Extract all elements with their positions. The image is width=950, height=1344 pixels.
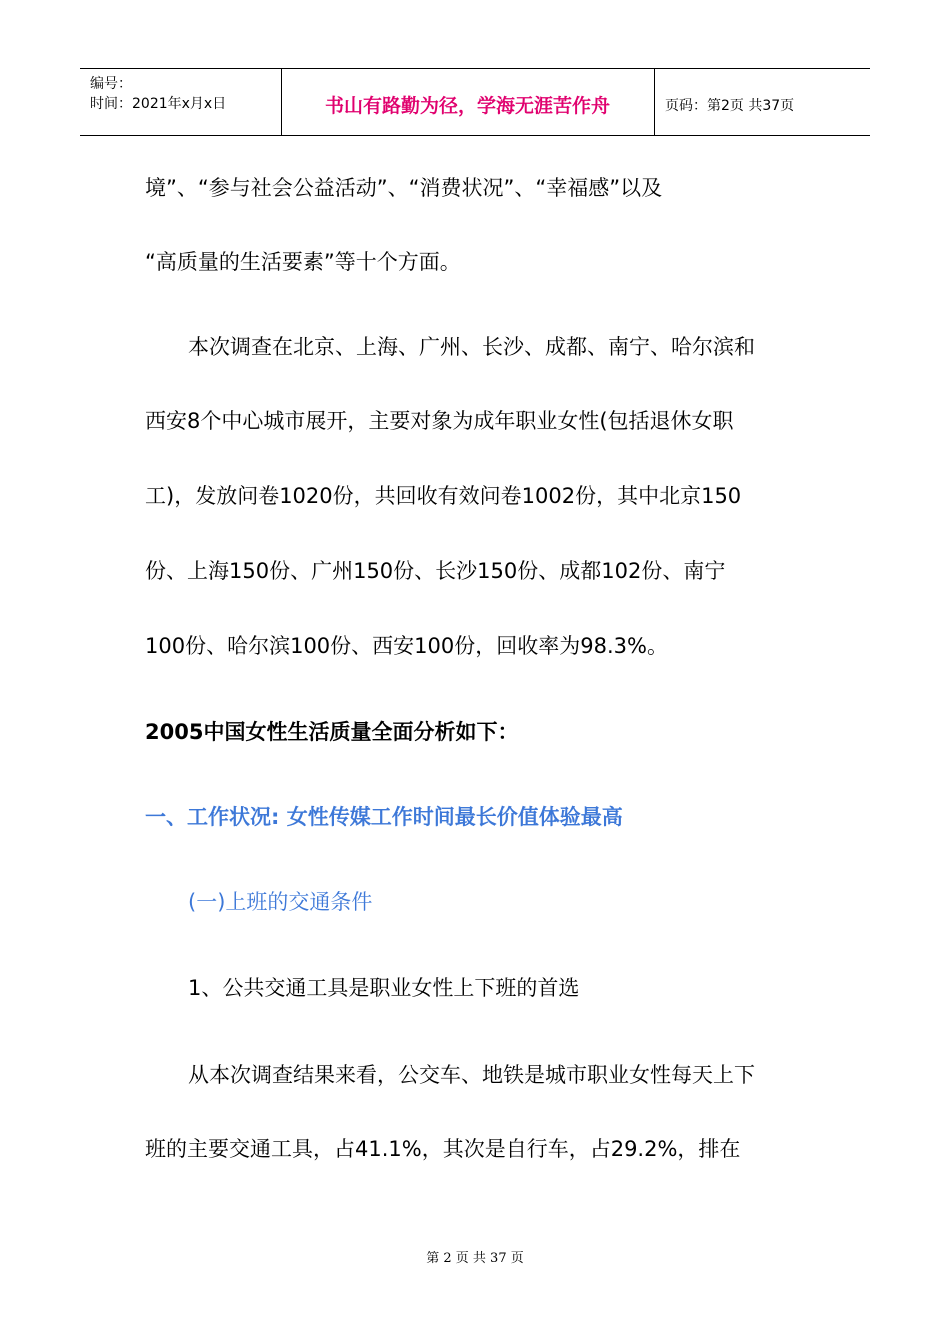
page-header: [80, 68, 870, 136]
body-line: “高质量的生活要素”等十个方面。: [145, 250, 461, 274]
analysis-heading: 2005中国女性生活质量全面分析如下：: [145, 720, 519, 744]
motto-text: 书山有路勤为径，学海无涯苦作舟: [324, 95, 610, 117]
body-line: 份、上海150份、广州150份、长沙150份、成都102份、南宁: [145, 559, 726, 583]
subsection-heading: (一)上班的交通条件: [188, 890, 373, 914]
point-heading: 1、公共交通工具是职业女性上下班的首选: [188, 976, 580, 1000]
body-line: 100份、哈尔滨100份、西安100份，回收率为98.3%。: [145, 634, 668, 658]
body-line: 西安8个中心城市展开，主要对象为成年职业女性(包括退休女职: [145, 409, 734, 433]
page-footer: 第 2 页 共 37 页: [426, 1251, 524, 1266]
header-page-info: 页码：第2页 共37页: [665, 98, 795, 114]
paragraph-line: 本次调查在北京、上海、广州、长沙、成都、南宁、哈尔滨和: [188, 335, 755, 359]
body-line: 班的主要交通工具，占41.1%，其次是自行车，占29.2%，排在: [145, 1137, 741, 1161]
header-page-cell: [655, 69, 870, 135]
date-label: 时间：2021年x月x日: [90, 96, 227, 112]
body-line: 工)，发放问卷1020份，共回收有效问卷1002份，其中北京150: [145, 484, 742, 508]
header-meta-cell: [80, 69, 282, 135]
section-heading: 一、工作状况: 女性传媒工作时间最长价值体验最高: [145, 805, 623, 829]
paragraph-line: 从本次调查结果来看，公交车、地铁是城市职业女性每天上下: [188, 1063, 755, 1087]
number-label: 编号：: [90, 76, 132, 92]
body-line: 境”、“参与社会公益活动”、“消费状况”、“幸福感”以及: [145, 176, 663, 200]
header-motto-cell: [281, 69, 655, 135]
